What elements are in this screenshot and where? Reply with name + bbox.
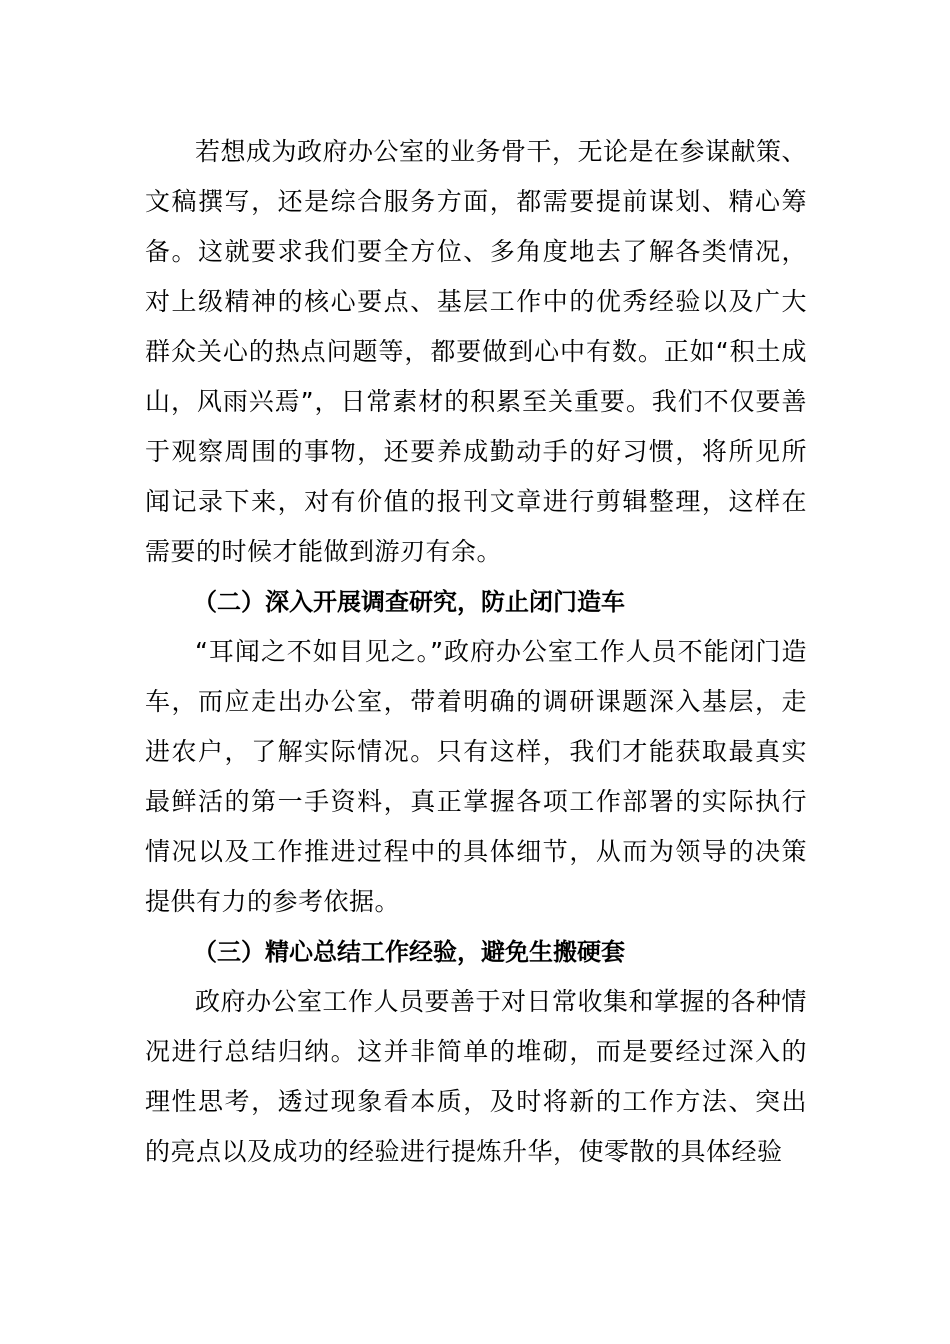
section-heading-investigation: （二）深入开展调查研究，防止闭门造车 <box>193 588 625 616</box>
section-heading-summarize-experience: （三）精心总结工作经验，避免生搬硬套 <box>193 938 625 966</box>
paragraph-investigation: “耳闻之不如目见之。”政府办公室工作人员不能闭门造车，而应走出办公室，带着明确的调研课题深入基层，走进农户，了解实际情况。只有这样，我们才能获取最真实最鲜活的第一手资料，真正掌握各项工作部署的实际执行情况以及工作推进过程中的具体细节，从而为领导的决策提供有力的参考依据。 <box>145 637 807 916</box>
paragraph-summarize-experience: 政府办公室工作人员要善于对日常收集和掌握的各种情况进行总结归纳。这并非简单的堆砌，而是要经过深入的理性思考，透过现象看本质，及时将新的工作方法、突出的亮点以及成功的经验进行提炼升华，使零散的具体经验 <box>145 987 808 1166</box>
paragraph-material-accumulation: 若想成为政府办公室的业务骨干，无论是在参谋献策、文稿撰写，还是综合服务方面，都需要提前谋划、精心筹备。这就要求我们要全方位、多角度地去了解各类情况，对上级精神的核心要点、基层工作中的优秀经验以及广大群众关心的热点问题等，都要做到心中有数。正如“积土成山，风雨兴焉”，日常素材的积累至关重要。我们不仅要善于观察周围的事物，还要养成勤动手的好习惯，将所见所闻记录下来，对有价值的报刊文章进行剪辑整理，这样在需要的时候才能做到游刃有余。 <box>145 137 808 566</box>
document-body <box>145 127 807 1177</box>
